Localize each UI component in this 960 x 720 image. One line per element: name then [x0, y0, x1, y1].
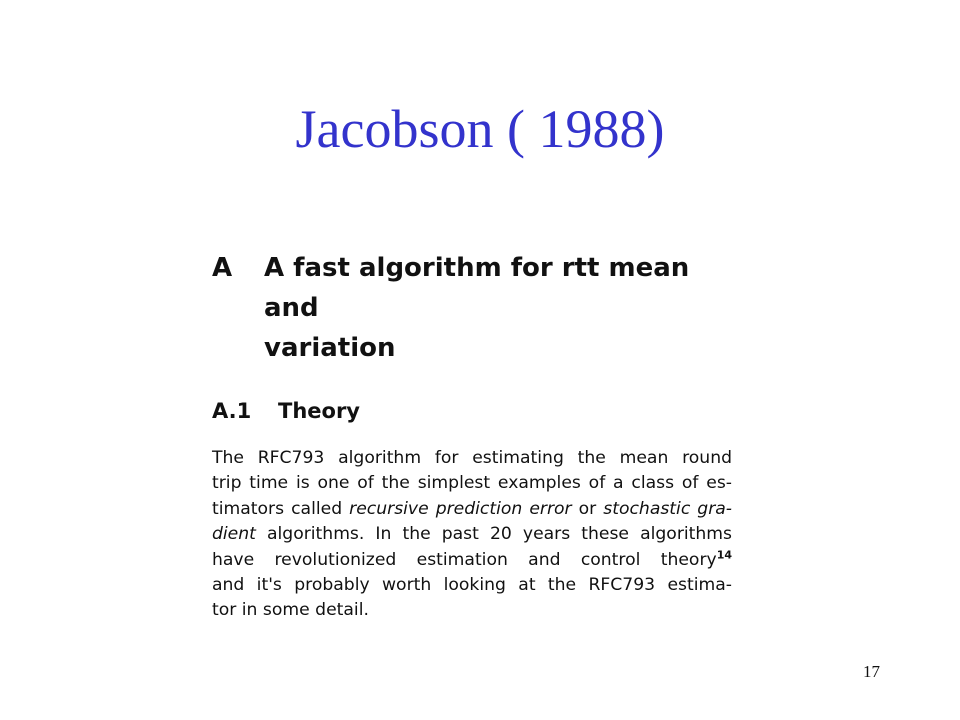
body-line-3-start: timators called [212, 498, 350, 519]
section-heading [212, 248, 732, 368]
body-line-5-text: have revolutionized estimation and control theory [212, 549, 717, 570]
body-line-1: The RFC793 algorithm for estimating the mean round [212, 448, 732, 468]
paper-excerpt [212, 248, 732, 624]
page-number: 17 [863, 662, 880, 681]
body-line-3 [212, 497, 732, 522]
emphasis-stochastic-gradient: stochastic gra- [603, 498, 733, 519]
body-line-4-rest: algorithms. In the past 20 years these algorithms [255, 524, 732, 545]
footnote-marker: 14 [716, 547, 732, 561]
emphasis-dient: dient [212, 524, 256, 545]
subsection-heading [212, 396, 732, 426]
body-line-5 [212, 548, 732, 573]
body-line-3-mid: or [571, 498, 604, 519]
body-paragraph [212, 446, 732, 624]
subsection-number: A.1 [212, 399, 252, 423]
slide-title: Jacobson ( 1988) [295, 99, 665, 159]
section-title [264, 248, 732, 368]
section-title-line-2: variation [264, 333, 396, 363]
body-line-7: tor in some detail. [212, 600, 369, 621]
body-line-6: and it's probably worth looking at the RFC793 estima- [212, 575, 732, 596]
body-line-2: trip time is one of the simplest examples of a class of es- [212, 473, 732, 494]
body-line-4 [212, 522, 732, 547]
emphasis-recursive-prediction-error: recursive prediction error [349, 498, 572, 519]
section-number: A [212, 253, 233, 283]
subsection-title: Theory [278, 399, 360, 423]
section-title-line-1: A fast algorithm for rtt mean and [264, 253, 690, 323]
